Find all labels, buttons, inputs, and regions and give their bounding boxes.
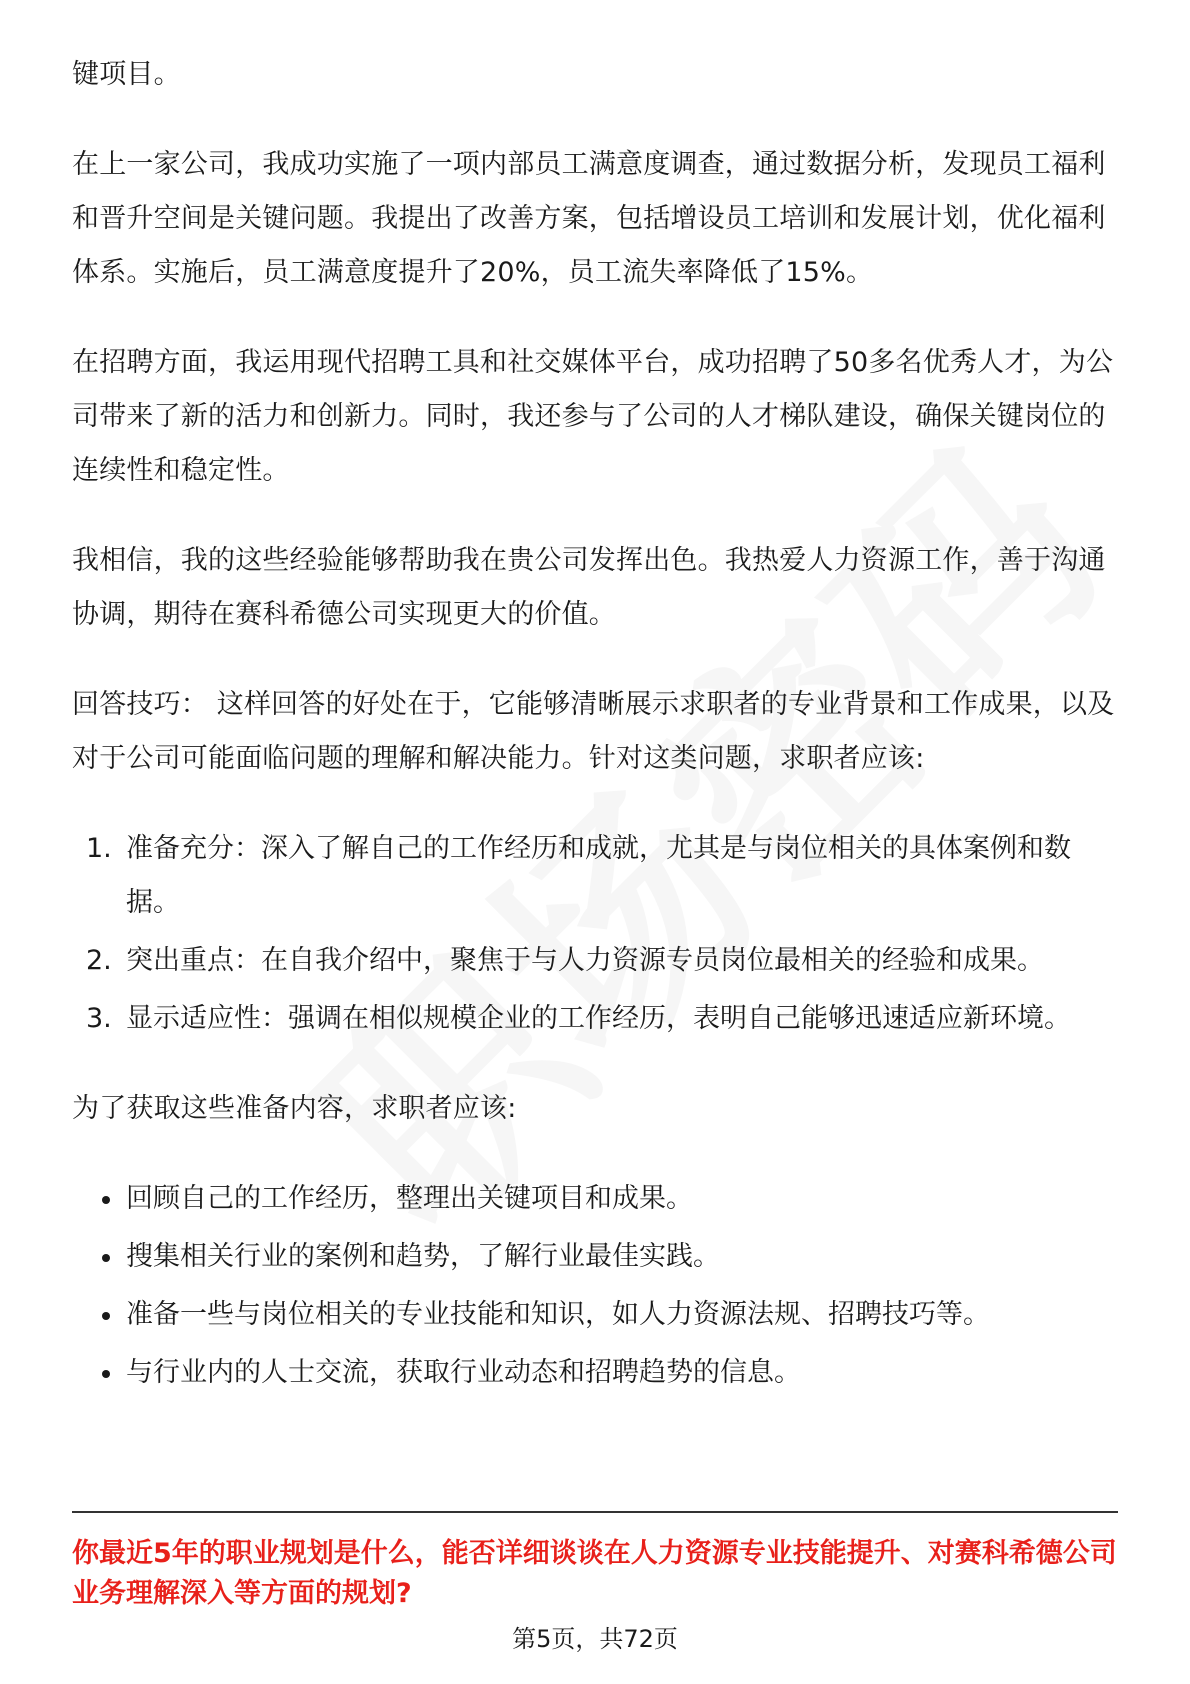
interview-question: 你最近5年的职业规划是什么，能否详细谈谈在人力资源专业技能提升、对赛科希德公司业务理解深入等方面的规划? [72,1538,1117,1609]
page-number: 第5页，共72页 [512,1625,678,1653]
list-item-text: 准备一些与岗位相关的专业技能和知识，如人力资源法规、招聘技巧等。 [126,1299,990,1330]
list-item-text: 与行业内的人士交流，获取行业动态和招聘趋势的信息。 [126,1357,801,1388]
paragraph-satisfaction-survey: 在上一家公司，我成功实施了一项内部员工满意度调查，通过数据分析，发现员工福利和晋升空间是关键问题。我提出了改善方案，包括增设员工培训和发展计划，优化福利体系。实施后，员工满意度提升了20%，员工流失率降低了15%。 [72,149,1106,288]
section-divider [72,1511,1118,1513]
paragraph-continuation: 键项目。 [72,59,181,90]
list-item-text: 显示适应性：强调在相似规模企业的工作经历，表明自己能够迅速适应新环境。 [126,1003,1071,1034]
numbered-list [72,822,1118,1046]
paragraph-conclusion: 我相信，我的这些经验能够帮助我在贵公司发挥出色。我热爱人力资源工作，善于沟通协调，期待在赛科希德公司实现更大的价值。 [72,545,1106,630]
list-item [72,1230,1118,1284]
list-item [72,822,1118,930]
paragraph-preparation-intro: 为了获取这些准备内容，求职者应该: [72,1093,517,1124]
paragraph-answer-tips: 回答技巧： 这样回答的好处在于，它能够清晰展示求职者的专业背景和工作成果，以及对于公司可能面临问题的理解和解决能力。针对这类问题，求职者应该: [72,689,1115,774]
list-item [72,934,1118,988]
list-item [72,1172,1118,1226]
list-number: 3. [86,1003,112,1034]
list-number: 1. [86,833,112,864]
list-item-text: 突出重点：在自我介绍中，聚焦于与人力资源专员岗位最相关的经验和成果。 [126,945,1044,976]
list-number: 2. [86,945,112,976]
bullet-icon [102,1312,110,1320]
list-item [72,1288,1118,1342]
bullet-list [72,1172,1118,1400]
paragraph-recruitment: 在招聘方面，我运用现代招聘工具和社交媒体平台，成功招聘了50多名优秀人才，为公司带来了新的活力和创新力。同时，我还参与了公司的人才梯队建设，确保关键岗位的连续性和稳定性。 [72,347,1114,486]
list-item [72,1346,1118,1400]
list-item-text: 搜集相关行业的案例和趋势，了解行业最佳实践。 [126,1241,720,1272]
list-item-text: 准备充分：深入了解自己的工作经历和成就，尤其是与岗位相关的具体案例和数据。 [126,833,1071,918]
list-item [72,992,1118,1046]
bullet-icon [102,1370,110,1378]
list-item-text: 回顾自己的工作经历，整理出关键项目和成果。 [126,1183,693,1214]
bullet-icon [102,1196,110,1204]
bullet-icon [102,1254,110,1262]
document-body [72,48,1118,1404]
